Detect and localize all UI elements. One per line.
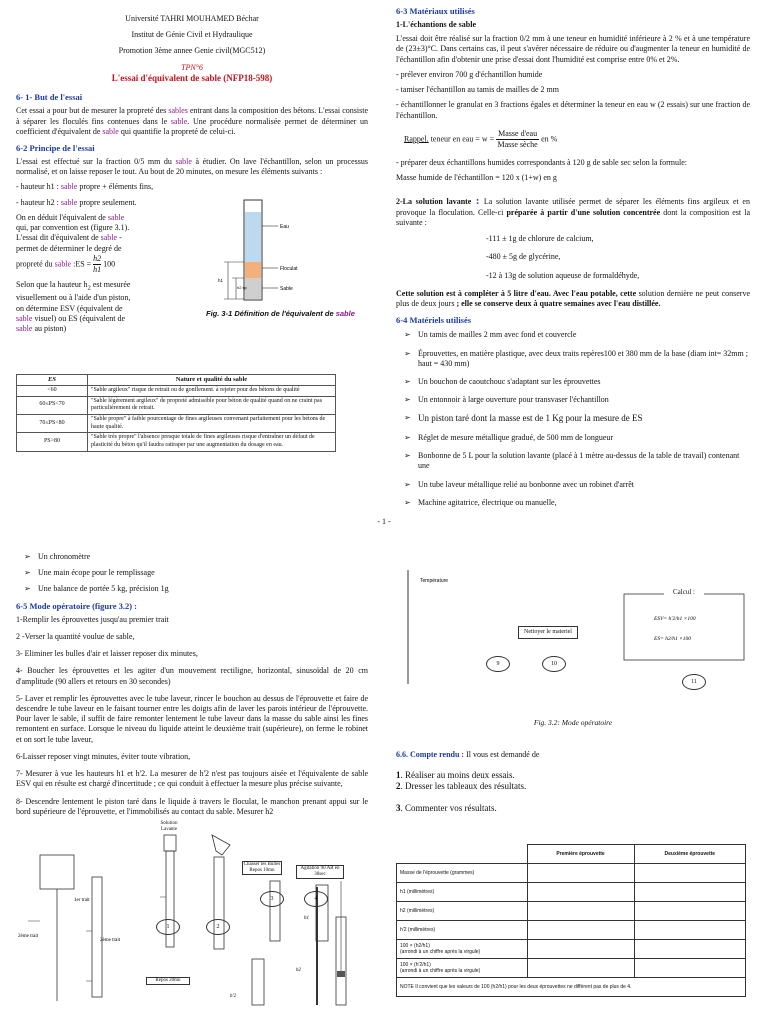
label-floculat: Floculat [280,265,298,272]
figure-3-1 [206,196,366,376]
sample-paragraph-6: Masse humide de l'échantillon = 120 x (1+w) en g [396,173,557,183]
sample-paragraph-3: - tamiser l'échantillon au tamis de mailles de 2 mm [396,85,559,95]
rappel-formula: Rappel. teneur en eau = w = Masse d'eau Masse sèche en % [404,128,558,149]
sample-paragraph-5: - préparer deux échantillons humides correspondants à 120 g de sable sec selon la formule: [396,158,688,168]
section-65-heading: 6-5 Mode opératoire (figure 3.2) : [16,600,138,611]
section-61-heading: 6- 1- But de l'essai [16,92,83,103]
step-marker-4: 4 [304,891,328,907]
es-table-header-nature: Nature et qualité du sable [88,374,336,385]
equipment-list [396,330,750,508]
equipment-list-continued [16,552,368,595]
table-row [397,845,746,864]
list-item: ➢ Un tube laveur métallique relié au bonbonne avec un robinet d'arrêt [396,480,750,490]
calc-esv: ESV= h'2/h1 ×100 [654,616,696,622]
box-chasser-bulles: Chasser les Bulles Repos 10mn [243,862,281,873]
list-item: ➢ Une balance de portée 5 kg, précision 1g [16,584,368,594]
box-nettoyer: Nettoyer le materiel [518,626,578,639]
list-item: ➢ Réglet de mesure métallique gradué, de 500 mm de longueur [396,433,750,443]
table-row [397,978,746,997]
step-marker-10: 10 [542,656,566,672]
col-second-sample: Deuxième éprouvette [634,845,745,864]
list-item: -111 ± 1g de chlorure de calcium, [486,234,594,244]
table-row: 60≤PS<70 "Sable légèrement argileux" de propreté admissible pour béton de qualité quand on ne craint pas particulièrement de retrait. [17,396,336,414]
list-item: ➢ Un chronomètre [16,552,368,562]
col-first-sample: Première éprouvette [527,845,634,864]
table-row: 100 × (h'2/h1) (arrondi à un chiffre après la virgule) [397,959,746,978]
page1-right-column [396,6,750,516]
page-2 [0,540,768,1024]
principle-text: L'essai est effectué sur la fraction 0/5 mm du sable à étudier. On lave l'échantillon, selon un processus normalisé, et on laisse reposer le tout. Au bout de 20 minutes, on mesure les éléments suivants : [16,156,368,177]
table-row: 70≤PS<80 "Sable propre" à faible pourcentage de fines argileuses convenant parfaitement pour les bétons de haute qualité. [17,414,336,432]
deduction-text: On en déduit l'équivalent de sable qui, par convention est (figure 3.1). L'essai dit d'équivalent de sable - permet de déterminer le degré de propreté du sable :ES = $\frac{h2}{h1}$ 100 [16,212,130,275]
step-marker-11: 11 [682,674,706,690]
solution-conservation: Cette solution est à compléter à 5 litre d'eau. Avec l'eau potable, cette solution dernière ne peut conserve plus de deux jours ; elle se conserve deux à quatre semaines avec l'eau distillée. [396,288,750,309]
selon-text: Selon que la hauteur $h_2$ est mesurée visuellement ou à l'aide d'un piston, on détermine ESV (équivalent de sable visuel) ou ES (équivalent de sable au piston) [16,280,131,334]
page2-right-column [396,564,750,997]
step-marker-9: 9 [486,656,510,672]
cylinder-diagram [206,196,366,308]
table-row: Masse de l'éprouvette (grammes) [397,864,746,883]
compte-rendu: 6.6. Compte rendu : Il vous est demandé de [396,749,540,759]
label-h1-b: h1 [304,916,309,922]
step-8: 8- Descendre lentement le piston taré dans le liquide à travers le floculat, le manchon prenant appui sur le bord supérieure de l'éprouvette, et l'immobilisés au contact du sable. Mesurer h2 [16,796,368,816]
washing-solution-text: 2-La solution lavante : La solution lavante utilisée permet de séparer les éléments fins argileux et en provoque la floculation. Celle-ci préparée à partir d'une solution concentrée dont la composition est la suivante : [396,194,750,227]
figure-3-2-right [396,564,750,714]
height-h2: - hauteur h2 : sable propre seulement. [16,197,137,207]
es-quality-table [16,374,336,452]
table-row: h'2 (millimètres) [397,921,746,940]
tp-number: TPN°6 [181,62,203,72]
table-row: 100 × (h2/h1) (arrondi à un chiffre après la virgule) [397,940,746,959]
label-eau: Eau [280,223,289,230]
table-row: <60 "Sable argileux" risque de retrait ou de gonflement. à rejeter pour des bétons de qualité [17,385,336,396]
list-item: ➢ Une main écope pour le remplissage [16,568,368,578]
step-7: 7- Mesurer à vue les hauteurs h1 et h'2. La mesurer de h'2 n'est pas toujours aisée et l'équivalente de sable ESV qui en résulte est chargé d'incertitude ; ce qui conduit à effectuer la mesure plus précise suivante, [16,769,368,789]
sample-paragraph-1: L'essai doit être réalisé sur la fraction 0/2 mm à une teneur en humidité inférieure à 2 % et à une température de (23±3)°C. Dans certains cas, il peut s'avérer nécessaire de réduire ou d'augmenter la teneur en humidité de l'échantillon afin d'obtenir une prise d'essai dont l'humidité est comprise entre 0% et 2%. [396,34,750,64]
page-number: - 1 - [377,517,391,526]
step-marker-2: 2 [206,919,230,935]
list-item: ➢ Bonbonne de 5 L pour la solution lavante (placé à 1 mètre au-dessus de la table de travail) contenant une [396,451,750,471]
list-item: -12 à 13g de solution aqueuse de formaldéhyde, [486,270,640,280]
section-61-text: Cet essai a pour but de mesurer la propreté des sables entrant dans la composition des bétons. L'essai consiste à séparer les floculés fins contenues dans le sable. Une procédure normalisée permet de déterminer un coefficient d'équivalent de sable qui quantifie la propreté de celui-ci. [16,106,369,136]
list-item: ➢ Machine agitatrice, électrique ou manuelle, [396,498,750,508]
list-item: 3. Commenter vos résultats. [396,802,497,813]
solution-composition [486,234,750,281]
label-h2-b: h2 [296,968,301,974]
step-5: 5- Laver et remplir les éprouvettes avec le tube laveur, rincer le bouchon au dessus de l'éprouvette et faire de descendre le tube laveur en le faisant tourner entre les doigts afin de laver les parois intérieur de l'éprouvette. Pour laver le sable, il suffit de faire remonter lentement le tube laveur dans la masse du sable ainsi les fines remontent en surface. Lorsque le niveau du liquide atteint le deuxième trait (supérieure), on ferme le robinet et on sort le tube laveur, [16,693,368,744]
results-note: NOTE Il convient que les valeurs de 100 (h2/h1) pour les deux éprouvettes ne diffèrent pas de plus de 4. [397,978,746,997]
results-table [396,844,746,997]
list-item: ➢ Un bouchon de caoutchouc s'adaptant sur les éprouvettes [396,377,750,387]
label-sable: Sable [280,285,293,292]
list-item: ➢ Un entonnoir à large ouverture pour transvaser l'échantillon [396,395,750,405]
step-1: 1-Remplir les éprouvettes jusqu'au premier trait [16,614,169,624]
list-item: ➢ Un tamis de mailles 2 mm avec fond et couvercle [396,330,750,340]
step-4: 4- Boucher les éprouvettes et les agiter d'un mouvement rectiligne, horizontal, sinusoïdal de 20 cm d'amplitude (90 allers et retours en 30 secondes) [16,666,368,686]
promotion: Promotion 3ème annee Genie civil(MGC512) [118,46,266,56]
sample-paragraph-4: - échantillonner le granulat en 3 fractions égales et déterminer la teneur en eau w (2 essais) sur une fraction de l'échantillon. [396,100,750,120]
fig-3-1-caption: Fig. 3-1 Définition de l'équivalent de sable [206,308,355,318]
box-repos: Repos 20mn [146,977,190,985]
step-marker-1: 1 [156,919,180,935]
university-name: Université TAHRI MOUHAMED Béchar [125,14,259,23]
height-h1: - hauteur h1 : sable propre + éléments fins, [16,182,154,192]
list-item: ➢ Éprouvettes, en matière plastique, avec deux traits repères100 et 380 mm de la base (diam int= 32mm ; haut = 430 mm) [396,349,750,369]
section-63-heading: 6-3 Matériaux utilisés [396,6,475,16]
table-row: h1 (millimètres) [397,883,746,902]
list-item: 2. Dresser les tableaux des résultats. [396,781,527,792]
label-h1: h1 [218,277,224,283]
step-2: 2 -Verser la quantité voulue de sable, [16,631,135,641]
table-row: PS>80 "Sable très propre" l'absence presque totale de fines argileuses risque d'entraîner un défaut de plasticité du béton qu'il faudra rattraper par une augmentation du dosage en eau. [17,433,336,451]
list-item: 1. Réaliser au moins deux essais. [396,769,515,780]
label-temperature: Température [420,578,449,584]
es-formula: $\frac{h2}{h1}$ [93,253,102,275]
figure-3-2-left [16,821,366,1006]
label-h2: h2 sp [237,284,247,290]
box-agitation: Agitation 90 AR en 30sec [296,865,344,879]
step-6: 6-Laisser reposer vingt minutes, éviter toute vibration, [16,751,191,761]
page2-left-column [16,552,368,1006]
step-marker-3: 3 [260,891,284,907]
label-trait-1: 1er trait [74,898,90,904]
sample-paragraph-2: - prélever environ 700 g d'échantillon humide [396,69,543,79]
list-item: ➢ Un piston taré dont la masse est de 1 Kg pour la mesure de ES [396,413,750,425]
procedure-diagram [16,821,366,1006]
table-row: h2 (millimètres) [397,902,746,921]
sand-samples-subheading: 1-L'échantions de sable [396,19,477,29]
page1-left-column [16,14,368,452]
label-trait-2b: 2ème trait [18,934,39,940]
list-item: -480 ± 5g de glycérine, [486,252,561,262]
step-3: 3- Eliminer les bulles d'air et laisser reposer dix minutes, [16,649,198,659]
procedure-diagram-right [396,564,750,714]
fig-3-2-caption: Fig. 3.2: Mode opératoire [533,718,613,727]
calc-title: Calcul : [664,588,704,596]
label-trait-2: 2ème trait [100,938,121,944]
calc-es: ES= h2/h1 ×100 [654,636,692,642]
label-solution: Solution Lavante [154,821,184,833]
task-list [396,770,750,815]
doc-title: L'essai d'équivalent de sable (NFP18-598) [111,72,273,83]
institute-name: Institut de Génie Civil et Hydraulique [131,30,253,40]
section-62-heading: 6-2 Principe de l'essai [16,143,95,154]
label-hprime: h'2 [230,994,237,1000]
section-64-heading: 6-4 Matériels utilisés [396,315,472,326]
es-table-header-es: ES [17,374,88,385]
deduction-block [16,198,138,340]
